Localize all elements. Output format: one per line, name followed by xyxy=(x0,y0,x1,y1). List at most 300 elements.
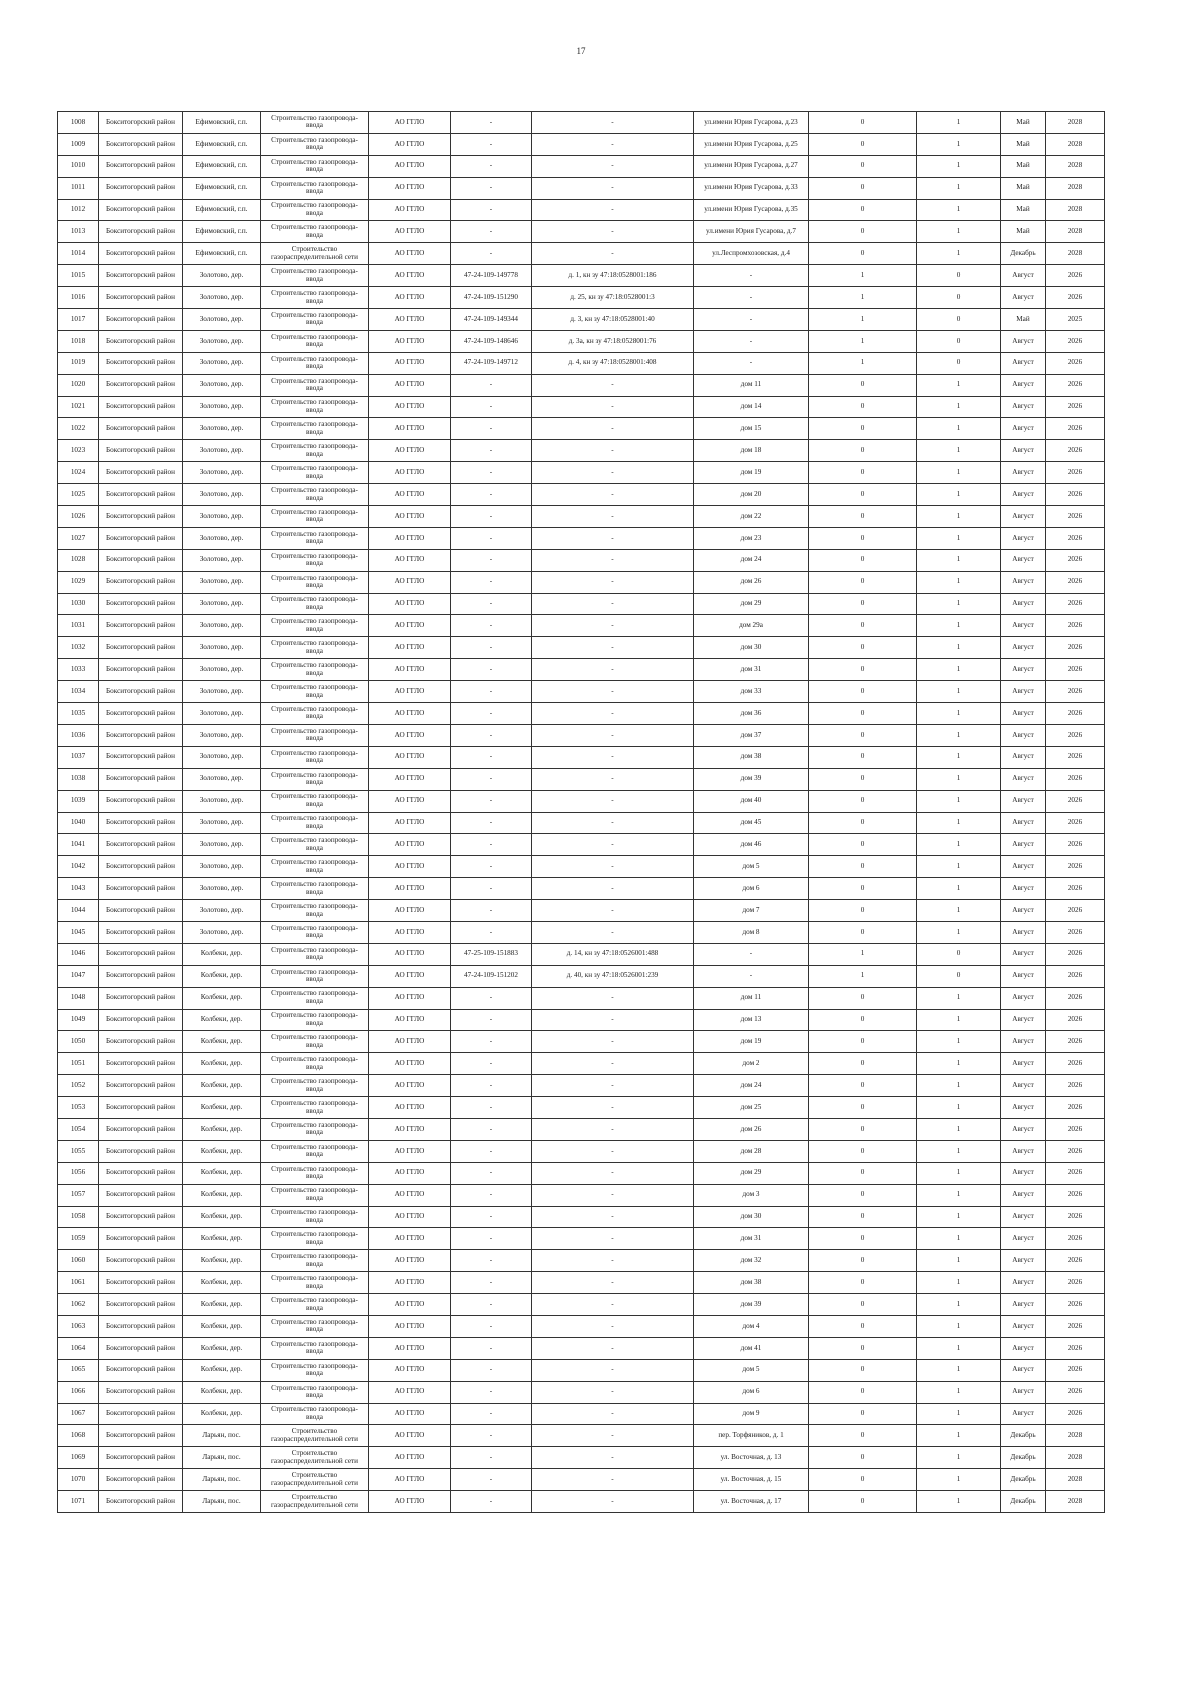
cadastral-info-cell: - xyxy=(532,593,694,615)
count-b-cell: 1 xyxy=(917,1381,1001,1403)
count-a-cell: 0 xyxy=(809,1491,917,1513)
table-row xyxy=(58,637,1105,659)
row-number-cell: 1053 xyxy=(58,1097,99,1119)
count-a-cell: 0 xyxy=(809,593,917,615)
count-a-cell: 0 xyxy=(809,746,917,768)
work-type-cell: Строительство газопровода-ввода xyxy=(261,484,369,506)
table-row xyxy=(58,155,1105,177)
count-b-cell: 1 xyxy=(917,418,1001,440)
cadastral-info-cell: - xyxy=(532,484,694,506)
application-number-cell: - xyxy=(451,900,532,922)
work-type-cell: Строительство газопровода-ввода xyxy=(261,396,369,418)
count-a-cell: 1 xyxy=(809,943,917,965)
application-number-cell: - xyxy=(451,1250,532,1272)
count-b-cell: 1 xyxy=(917,1425,1001,1447)
count-b-cell: 0 xyxy=(917,943,1001,965)
year-cell: 2026 xyxy=(1046,790,1105,812)
application-number-cell: - xyxy=(451,1162,532,1184)
month-cell: Август xyxy=(1001,768,1046,790)
row-number-cell: 1062 xyxy=(58,1294,99,1316)
month-cell: Май xyxy=(1001,155,1046,177)
table-row xyxy=(58,265,1105,287)
row-number-cell: 1023 xyxy=(58,440,99,462)
application-number-cell: - xyxy=(451,484,532,506)
count-b-cell: 1 xyxy=(917,1206,1001,1228)
count-b-cell: 1 xyxy=(917,593,1001,615)
table-row xyxy=(58,790,1105,812)
count-a-cell: 0 xyxy=(809,1425,917,1447)
cadastral-info-cell: - xyxy=(532,768,694,790)
organization-cell: АО ГГЛО xyxy=(369,506,451,528)
table-row xyxy=(58,1184,1105,1206)
table-row xyxy=(58,549,1105,571)
settlement-cell: Золотово, дер. xyxy=(183,396,261,418)
count-a-cell: 0 xyxy=(809,1272,917,1294)
district-cell: Бокситогорский район xyxy=(99,133,183,155)
year-cell: 2026 xyxy=(1046,1075,1105,1097)
month-cell: Август xyxy=(1001,746,1046,768)
address-cell: дом 26 xyxy=(694,1118,809,1140)
district-cell: Бокситогорский район xyxy=(99,309,183,331)
work-type-cell: Строительство газопровода-ввода xyxy=(261,549,369,571)
settlement-cell: Ефимовский, г.п. xyxy=(183,155,261,177)
settlement-cell: Ефимовский, г.п. xyxy=(183,112,261,134)
application-number-cell: 47-24-109-149778 xyxy=(451,265,532,287)
settlement-cell: Колбеки, дер. xyxy=(183,1184,261,1206)
row-number-cell: 1048 xyxy=(58,987,99,1009)
count-a-cell: 0 xyxy=(809,527,917,549)
month-cell: Август xyxy=(1001,878,1046,900)
settlement-cell: Ларьян, пос. xyxy=(183,1469,261,1491)
application-number-cell: - xyxy=(451,1097,532,1119)
month-cell: Август xyxy=(1001,506,1046,528)
organization-cell: АО ГГЛО xyxy=(369,1009,451,1031)
application-number-cell: - xyxy=(451,396,532,418)
year-cell: 2026 xyxy=(1046,1272,1105,1294)
district-cell: Бокситогорский район xyxy=(99,724,183,746)
settlement-cell: Колбеки, дер. xyxy=(183,1097,261,1119)
row-number-cell: 1066 xyxy=(58,1381,99,1403)
application-number-cell: - xyxy=(451,746,532,768)
year-cell: 2028 xyxy=(1046,112,1105,134)
district-cell: Бокситогорский район xyxy=(99,1009,183,1031)
count-a-cell: 0 xyxy=(809,1140,917,1162)
settlement-cell: Золотово, дер. xyxy=(183,440,261,462)
organization-cell: АО ГГЛО xyxy=(369,1206,451,1228)
address-cell: дом 36 xyxy=(694,703,809,725)
address-cell: дом 29 xyxy=(694,1162,809,1184)
month-cell: Август xyxy=(1001,834,1046,856)
address-cell: ул.имени Юрия Гусарова, д.33 xyxy=(694,177,809,199)
cadastral-info-cell: - xyxy=(532,878,694,900)
settlement-cell: Ефимовский, г.п. xyxy=(183,177,261,199)
month-cell: Август xyxy=(1001,659,1046,681)
district-cell: Бокситогорский район xyxy=(99,1315,183,1337)
year-cell: 2026 xyxy=(1046,1009,1105,1031)
organization-cell: АО ГГЛО xyxy=(369,1031,451,1053)
year-cell: 2028 xyxy=(1046,1469,1105,1491)
month-cell: Август xyxy=(1001,352,1046,374)
count-a-cell: 1 xyxy=(809,287,917,309)
table-row xyxy=(58,527,1105,549)
cadastral-info-cell: - xyxy=(532,1118,694,1140)
row-number-cell: 1046 xyxy=(58,943,99,965)
application-number-cell: - xyxy=(451,1294,532,1316)
cadastral-info-cell: - xyxy=(532,1228,694,1250)
cadastral-info-cell: - xyxy=(532,615,694,637)
count-b-cell: 1 xyxy=(917,790,1001,812)
address-cell: дом 39 xyxy=(694,1294,809,1316)
year-cell: 2026 xyxy=(1046,724,1105,746)
application-number-cell: 47-24-109-148646 xyxy=(451,330,532,352)
work-type-cell: Строительство газопровода-ввода xyxy=(261,1009,369,1031)
count-b-cell: 1 xyxy=(917,1053,1001,1075)
address-cell: дом 32 xyxy=(694,1250,809,1272)
cadastral-info-cell: д. 1, кн зу 47:18:0528001:186 xyxy=(532,265,694,287)
row-number-cell: 1021 xyxy=(58,396,99,418)
table-row xyxy=(58,856,1105,878)
year-cell: 2026 xyxy=(1046,637,1105,659)
cadastral-info-cell: - xyxy=(532,1337,694,1359)
settlement-cell: Ларьян, пос. xyxy=(183,1447,261,1469)
cadastral-info-cell: - xyxy=(532,746,694,768)
application-number-cell: - xyxy=(451,1447,532,1469)
address-cell: дом 37 xyxy=(694,724,809,746)
row-number-cell: 1061 xyxy=(58,1272,99,1294)
year-cell: 2026 xyxy=(1046,834,1105,856)
application-number-cell: - xyxy=(451,1031,532,1053)
organization-cell: АО ГГЛО xyxy=(369,440,451,462)
district-cell: Бокситогорский район xyxy=(99,1206,183,1228)
row-number-cell: 1045 xyxy=(58,921,99,943)
work-type-cell: Строительство газопровода-ввода xyxy=(261,418,369,440)
settlement-cell: Колбеки, дер. xyxy=(183,1272,261,1294)
row-number-cell: 1054 xyxy=(58,1118,99,1140)
address-cell: дом 5 xyxy=(694,856,809,878)
work-type-cell: Строительство газопровода-ввода xyxy=(261,1403,369,1425)
table-row xyxy=(58,330,1105,352)
district-cell: Бокситогорский район xyxy=(99,1250,183,1272)
settlement-cell: Колбеки, дер. xyxy=(183,1250,261,1272)
district-cell: Бокситогорский район xyxy=(99,746,183,768)
work-type-cell: Строительство газопровода-ввода xyxy=(261,440,369,462)
count-b-cell: 0 xyxy=(917,330,1001,352)
organization-cell: АО ГГЛО xyxy=(369,221,451,243)
address-cell: дом 19 xyxy=(694,1031,809,1053)
work-type-cell: Строительство газораспределительной сети xyxy=(261,243,369,265)
address-cell: дом 39 xyxy=(694,768,809,790)
count-a-cell: 0 xyxy=(809,440,917,462)
table-row xyxy=(58,484,1105,506)
count-b-cell: 1 xyxy=(917,1447,1001,1469)
month-cell: Май xyxy=(1001,309,1046,331)
row-number-cell: 1015 xyxy=(58,265,99,287)
application-number-cell: - xyxy=(451,243,532,265)
work-type-cell: Строительство газопровода-ввода xyxy=(261,1118,369,1140)
work-type-cell: Строительство газопровода-ввода xyxy=(261,1272,369,1294)
count-b-cell: 1 xyxy=(917,1403,1001,1425)
count-a-cell: 0 xyxy=(809,418,917,440)
address-cell: дом 3 xyxy=(694,1184,809,1206)
work-type-cell: Строительство газопровода-ввода xyxy=(261,1075,369,1097)
count-a-cell: 0 xyxy=(809,155,917,177)
settlement-cell: Золотово, дер. xyxy=(183,812,261,834)
settlement-cell: Золотово, дер. xyxy=(183,921,261,943)
count-a-cell: 0 xyxy=(809,768,917,790)
district-cell: Бокситогорский район xyxy=(99,659,183,681)
table-row xyxy=(58,440,1105,462)
application-number-cell: - xyxy=(451,506,532,528)
organization-cell: АО ГГЛО xyxy=(369,1381,451,1403)
cadastral-info-cell: - xyxy=(532,681,694,703)
count-b-cell: 1 xyxy=(917,768,1001,790)
work-type-cell: Строительство газораспределительной сети xyxy=(261,1469,369,1491)
settlement-cell: Колбеки, дер. xyxy=(183,1031,261,1053)
district-cell: Бокситогорский район xyxy=(99,790,183,812)
count-b-cell: 1 xyxy=(917,1315,1001,1337)
district-cell: Бокситогорский район xyxy=(99,1272,183,1294)
count-a-cell: 0 xyxy=(809,812,917,834)
count-b-cell: 1 xyxy=(917,549,1001,571)
work-type-cell: Строительство газопровода-ввода xyxy=(261,1381,369,1403)
work-type-cell: Строительство газопровода-ввода xyxy=(261,1140,369,1162)
cadastral-info-cell: - xyxy=(532,1359,694,1381)
address-cell: дом 9 xyxy=(694,1403,809,1425)
address-cell: ул.Леспромхозовская, д.4 xyxy=(694,243,809,265)
table-row xyxy=(58,133,1105,155)
row-number-cell: 1067 xyxy=(58,1403,99,1425)
count-a-cell: 0 xyxy=(809,221,917,243)
organization-cell: АО ГГЛО xyxy=(369,374,451,396)
settlement-cell: Золотово, дер. xyxy=(183,309,261,331)
month-cell: Май xyxy=(1001,112,1046,134)
month-cell: Август xyxy=(1001,987,1046,1009)
count-b-cell: 1 xyxy=(917,221,1001,243)
row-number-cell: 1032 xyxy=(58,637,99,659)
table-row xyxy=(58,506,1105,528)
year-cell: 2026 xyxy=(1046,1206,1105,1228)
month-cell: Август xyxy=(1001,462,1046,484)
year-cell: 2026 xyxy=(1046,1315,1105,1337)
application-number-cell: - xyxy=(451,703,532,725)
count-a-cell: 0 xyxy=(809,1118,917,1140)
cadastral-info-cell: - xyxy=(532,1425,694,1447)
cadastral-info-cell: - xyxy=(532,659,694,681)
address-cell: дом 19 xyxy=(694,462,809,484)
year-cell: 2026 xyxy=(1046,287,1105,309)
month-cell: Август xyxy=(1001,1315,1046,1337)
row-number-cell: 1047 xyxy=(58,965,99,987)
count-b-cell: 1 xyxy=(917,1469,1001,1491)
table-row xyxy=(58,1206,1105,1228)
count-a-cell: 0 xyxy=(809,1469,917,1491)
table-row xyxy=(58,659,1105,681)
cadastral-info-cell: - xyxy=(532,506,694,528)
cadastral-info-cell: - xyxy=(532,1206,694,1228)
count-a-cell: 0 xyxy=(809,921,917,943)
count-a-cell: 0 xyxy=(809,1097,917,1119)
work-type-cell: Строительство газопровода-ввода xyxy=(261,133,369,155)
work-type-cell: Строительство газопровода-ввода xyxy=(261,593,369,615)
year-cell: 2025 xyxy=(1046,309,1105,331)
address-cell: дом 45 xyxy=(694,812,809,834)
row-number-cell: 1063 xyxy=(58,1315,99,1337)
table-row xyxy=(58,1469,1105,1491)
organization-cell: АО ГГЛО xyxy=(369,1403,451,1425)
row-number-cell: 1064 xyxy=(58,1337,99,1359)
application-number-cell: - xyxy=(451,1425,532,1447)
organization-cell: АО ГГЛО xyxy=(369,309,451,331)
settlement-cell: Колбеки, дер. xyxy=(183,965,261,987)
district-cell: Бокситогорский район xyxy=(99,506,183,528)
row-number-cell: 1022 xyxy=(58,418,99,440)
year-cell: 2028 xyxy=(1046,1425,1105,1447)
month-cell: Август xyxy=(1001,1075,1046,1097)
address-cell: дом 5 xyxy=(694,1359,809,1381)
organization-cell: АО ГГЛО xyxy=(369,199,451,221)
table-row xyxy=(58,681,1105,703)
address-cell: дом 6 xyxy=(694,878,809,900)
cadastral-info-cell: - xyxy=(532,1491,694,1513)
row-number-cell: 1033 xyxy=(58,659,99,681)
district-cell: Бокситогорский район xyxy=(99,615,183,637)
row-number-cell: 1065 xyxy=(58,1359,99,1381)
count-a-cell: 1 xyxy=(809,352,917,374)
district-cell: Бокситогорский район xyxy=(99,856,183,878)
cadastral-info-cell: - xyxy=(532,133,694,155)
year-cell: 2026 xyxy=(1046,987,1105,1009)
table-row xyxy=(58,1053,1105,1075)
work-type-cell: Строительство газопровода-ввода xyxy=(261,155,369,177)
cadastral-info-cell: - xyxy=(532,243,694,265)
month-cell: Август xyxy=(1001,1228,1046,1250)
count-b-cell: 0 xyxy=(917,287,1001,309)
table-row xyxy=(58,1447,1105,1469)
count-a-cell: 0 xyxy=(809,1053,917,1075)
organization-cell: АО ГГЛО xyxy=(369,396,451,418)
settlement-cell: Ефимовский, г.п. xyxy=(183,133,261,155)
cadastral-info-cell: - xyxy=(532,1403,694,1425)
month-cell: Август xyxy=(1001,593,1046,615)
count-a-cell: 1 xyxy=(809,309,917,331)
row-number-cell: 1012 xyxy=(58,199,99,221)
row-number-cell: 1028 xyxy=(58,549,99,571)
district-cell: Бокситогорский район xyxy=(99,878,183,900)
work-type-cell: Строительство газопровода-ввода xyxy=(261,527,369,549)
cadastral-info-cell: - xyxy=(532,462,694,484)
year-cell: 2026 xyxy=(1046,900,1105,922)
count-b-cell: 0 xyxy=(917,352,1001,374)
application-number-cell: - xyxy=(451,659,532,681)
table-row xyxy=(58,243,1105,265)
work-type-cell: Строительство газопровода-ввода xyxy=(261,746,369,768)
application-number-cell: - xyxy=(451,856,532,878)
cadastral-info-cell: д. 3, кн зу 47:18:0528001:40 xyxy=(532,309,694,331)
address-cell: ул. Восточная, д. 15 xyxy=(694,1469,809,1491)
organization-cell: АО ГГЛО xyxy=(369,987,451,1009)
month-cell: Август xyxy=(1001,1009,1046,1031)
cadastral-info-cell: - xyxy=(532,155,694,177)
application-number-cell: - xyxy=(451,112,532,134)
year-cell: 2026 xyxy=(1046,1118,1105,1140)
district-cell: Бокситогорский район xyxy=(99,1075,183,1097)
cadastral-info-cell: - xyxy=(532,440,694,462)
settlement-cell: Колбеки, дер. xyxy=(183,1206,261,1228)
district-cell: Бокситогорский район xyxy=(99,1053,183,1075)
district-cell: Бокситогорский район xyxy=(99,1118,183,1140)
cadastral-info-cell: - xyxy=(532,374,694,396)
work-type-cell: Строительство газопровода-ввода xyxy=(261,1337,369,1359)
row-number-cell: 1040 xyxy=(58,812,99,834)
table-row xyxy=(58,834,1105,856)
count-a-cell: 0 xyxy=(809,900,917,922)
application-number-cell: - xyxy=(451,177,532,199)
work-type-cell: Строительство газопровода-ввода xyxy=(261,112,369,134)
month-cell: Август xyxy=(1001,287,1046,309)
settlement-cell: Ефимовский, г.п. xyxy=(183,243,261,265)
month-cell: Август xyxy=(1001,549,1046,571)
count-b-cell: 1 xyxy=(917,1075,1001,1097)
cadastral-info-cell: - xyxy=(532,571,694,593)
application-number-cell: - xyxy=(451,1140,532,1162)
count-a-cell: 0 xyxy=(809,1294,917,1316)
application-number-cell: - xyxy=(451,1469,532,1491)
month-cell: Август xyxy=(1001,484,1046,506)
cadastral-info-cell: - xyxy=(532,221,694,243)
year-cell: 2026 xyxy=(1046,943,1105,965)
count-a-cell: 0 xyxy=(809,790,917,812)
settlement-cell: Ефимовский, г.п. xyxy=(183,221,261,243)
count-b-cell: 1 xyxy=(917,374,1001,396)
table-row xyxy=(58,703,1105,725)
table-row xyxy=(58,878,1105,900)
count-a-cell: 0 xyxy=(809,1184,917,1206)
settlement-cell: Колбеки, дер. xyxy=(183,1337,261,1359)
table-row xyxy=(58,1315,1105,1337)
count-a-cell: 0 xyxy=(809,1337,917,1359)
application-number-cell: - xyxy=(451,527,532,549)
month-cell: Август xyxy=(1001,1272,1046,1294)
work-type-cell: Строительство газопровода-ввода xyxy=(261,1250,369,1272)
organization-cell: АО ГГЛО xyxy=(369,856,451,878)
address-cell: ул.имени Юрия Гусарова, д.7 xyxy=(694,221,809,243)
row-number-cell: 1037 xyxy=(58,746,99,768)
settlement-cell: Золотово, дер. xyxy=(183,330,261,352)
month-cell: Август xyxy=(1001,330,1046,352)
year-cell: 2026 xyxy=(1046,330,1105,352)
address-cell: - xyxy=(694,943,809,965)
organization-cell: АО ГГЛО xyxy=(369,571,451,593)
application-number-cell: - xyxy=(451,199,532,221)
month-cell: Декабрь xyxy=(1001,1469,1046,1491)
cadastral-info-cell: - xyxy=(532,1381,694,1403)
year-cell: 2028 xyxy=(1046,243,1105,265)
count-a-cell: 0 xyxy=(809,1031,917,1053)
cadastral-info-cell: - xyxy=(532,812,694,834)
district-cell: Бокситогорский район xyxy=(99,1294,183,1316)
organization-cell: АО ГГЛО xyxy=(369,484,451,506)
table-row xyxy=(58,1272,1105,1294)
count-b-cell: 1 xyxy=(917,1140,1001,1162)
count-a-cell: 0 xyxy=(809,1447,917,1469)
year-cell: 2026 xyxy=(1046,1184,1105,1206)
application-number-cell: - xyxy=(451,1359,532,1381)
table-row xyxy=(58,921,1105,943)
cadastral-info-cell: - xyxy=(532,1294,694,1316)
settlement-cell: Золотово, дер. xyxy=(183,265,261,287)
application-number-cell: - xyxy=(451,834,532,856)
row-number-cell: 1071 xyxy=(58,1491,99,1513)
